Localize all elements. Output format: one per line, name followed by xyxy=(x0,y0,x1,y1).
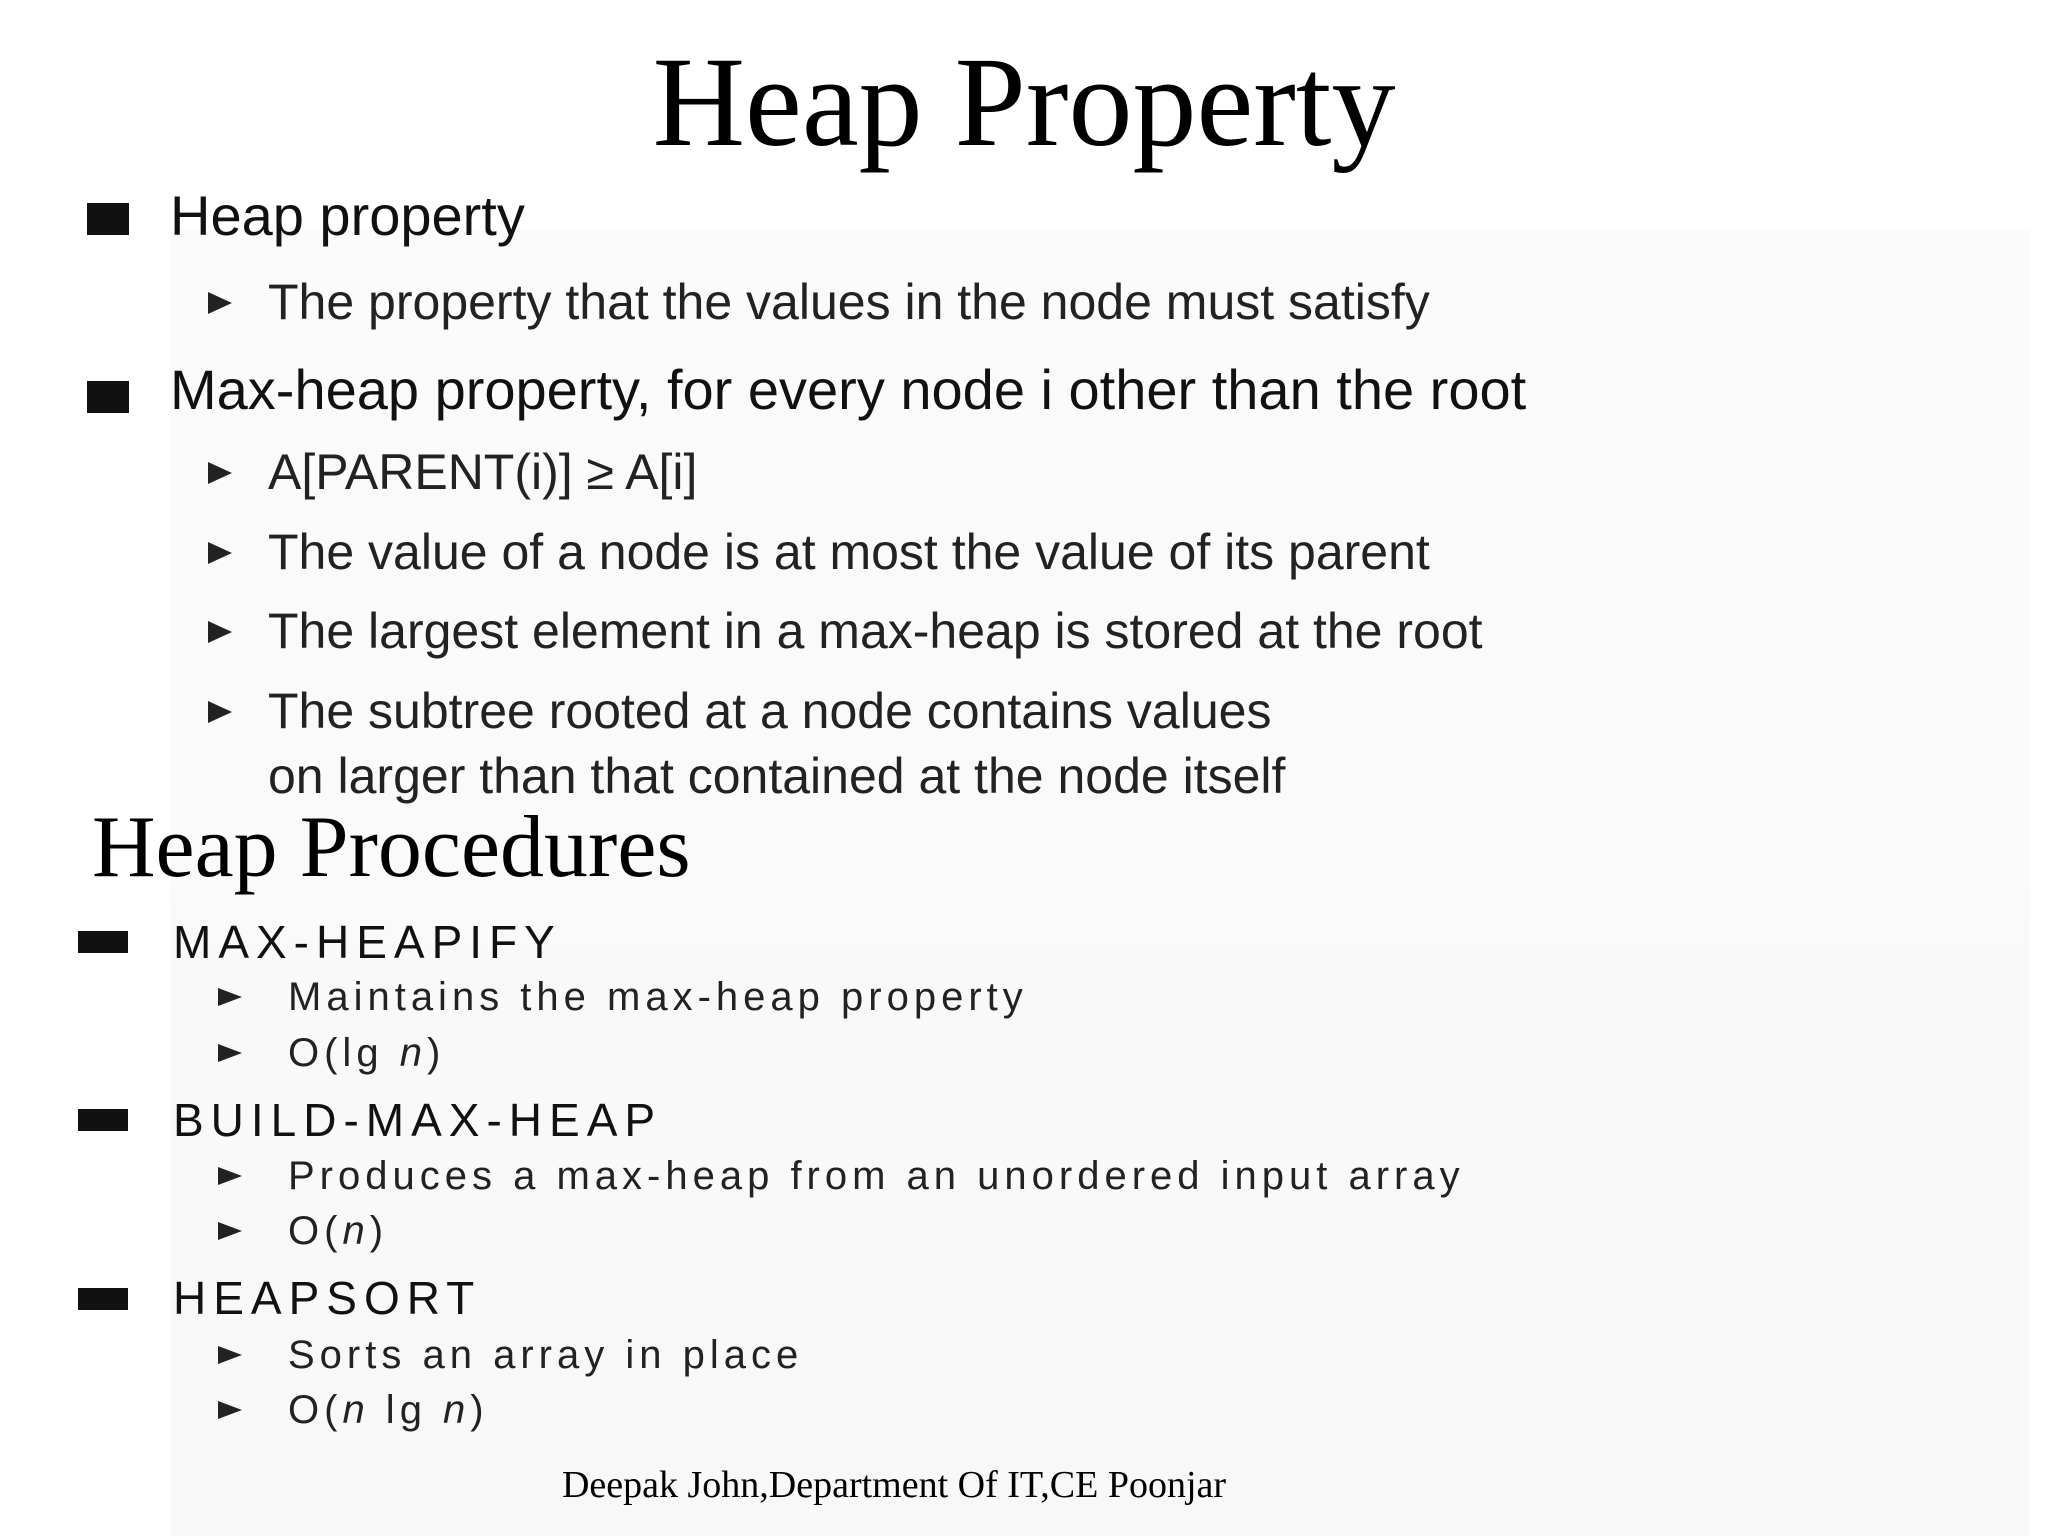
bullet-square-icon xyxy=(78,931,128,953)
triangle-bullet-icon xyxy=(208,462,232,484)
sub-bullet-continuation: on larger than that contained at the node itself xyxy=(268,748,1286,804)
procedure-name: BUILD-MAX-HEAP xyxy=(173,1094,663,1146)
bullet-square-icon xyxy=(78,1288,128,1310)
slide-title: Heap Property xyxy=(652,31,1396,173)
sub-bullet-text: A[PARENT(i)] ≥ A[i] xyxy=(268,444,698,500)
sub-bullet-text: The property that the values in the node must satisfy xyxy=(268,274,1430,330)
sub-bullet-text: The largest element in a max-heap is stored at the root xyxy=(268,603,1483,659)
triangle-bullet-icon xyxy=(208,542,232,564)
bullet-max-heap-property: Max-heap property, for every node i other than the root xyxy=(170,358,1527,421)
triangle-bullet-icon xyxy=(208,701,232,723)
procedure-name: HEAPSORT xyxy=(173,1272,482,1324)
slide-footer: Deepak John,Department Of IT,CE Poonjar xyxy=(561,1464,1227,1506)
procedure-complexity: O(lg n) xyxy=(288,1031,446,1075)
procedure-complexity: O(n) xyxy=(288,1209,389,1253)
bullet-square-icon xyxy=(87,203,129,235)
procedure-description: Sorts an array in place xyxy=(288,1333,804,1377)
triangle-bullet-icon xyxy=(218,1401,242,1419)
triangle-bullet-icon xyxy=(208,621,232,643)
procedure-description: Produces a max-heap from an unordered input array xyxy=(288,1154,1465,1198)
procedure-name: MAX-HEAPIFY xyxy=(173,916,562,968)
triangle-bullet-icon xyxy=(208,292,232,314)
bullet-square-icon xyxy=(78,1109,128,1131)
bullet-square-icon xyxy=(87,381,129,413)
triangle-bullet-icon xyxy=(218,1044,242,1062)
section-title-heap-procedures: Heap Procedures xyxy=(92,799,691,896)
triangle-bullet-icon xyxy=(218,988,242,1006)
sub-bullet-text: The value of a node is at most the value of its parent xyxy=(268,524,1430,580)
triangle-bullet-icon xyxy=(218,1346,242,1364)
bullet-heap-property: Heap property xyxy=(170,184,525,247)
sub-bullet-text: The subtree rooted at a node contains values xyxy=(268,683,1272,739)
procedure-complexity: O(n lg n) xyxy=(288,1388,489,1432)
triangle-bullet-icon xyxy=(218,1222,242,1240)
triangle-bullet-icon xyxy=(218,1167,242,1185)
procedure-description: Maintains the max-heap property xyxy=(288,975,1028,1019)
